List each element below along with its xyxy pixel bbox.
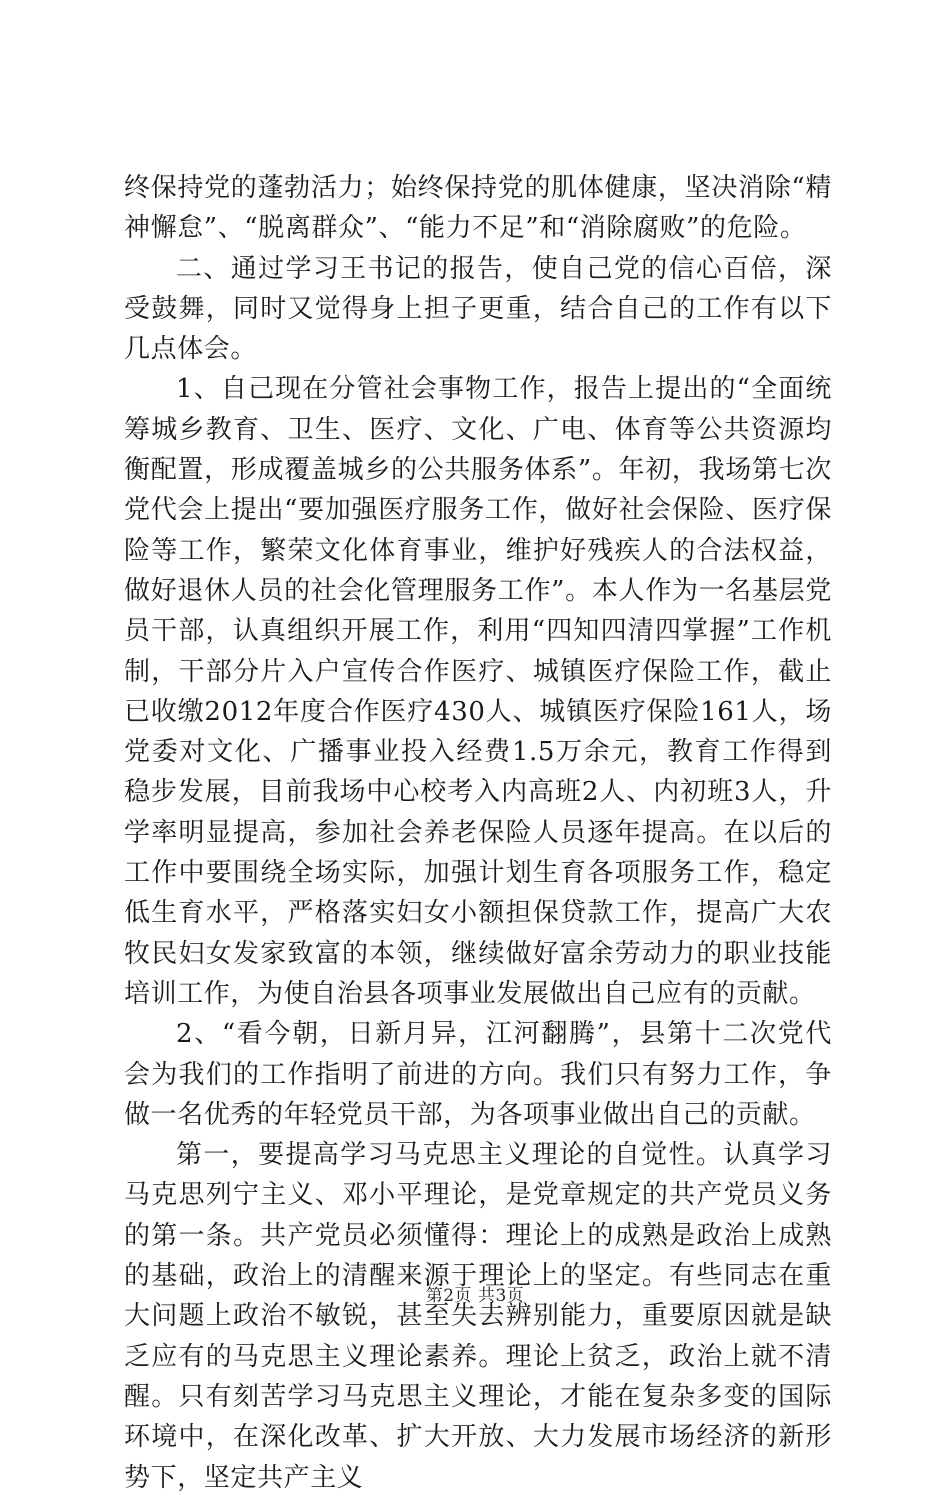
paragraph-point-one: 1、自己现在分管社会事物工作，报告上提出的“全面统筹城乡教育、卫生、医疗、文化、广电、体育等公共资源均衡配置，形成覆盖城乡的公共服务体系”。年初，我场第七次党代会上提出“要加强医疗服务工作，做好社会保险、医疗保险等工作，繁荣文化体育事业，维护好残疾人的合法权益，做好退休人员的社会化管理服务工作”。本人作为一名基层党员干部，认真组织开展工作，利用“四知四清四掌握”工作机制，干部分片入户宣传合作医疗、城镇医疗保险工作，截止已收缴2012年度合作医疗430人、城镇医疗保险161人，场党委对文化、广播事业投入经费1.5万余元，教育工作得到稳步发展，目前我场中心校考入内高班2人、内初班3人，升学率明显提高，参加社会养老保险人员逐年提高。在以后的工作中要围绕全场实际，加强计划生育各项服务工作，稳定低生育水平，严格落实妇女小额担保贷款工作，提高广大农牧民妇女发家致富的本领，继续做好富余劳动力的职业技能培训工作，为使自治县各项事业发展做出自己应有的贡献。 (124, 374, 832, 1009)
page-footer: 第2页 共3页 (425, 1286, 525, 1306)
paragraph-continuation: 终保持党的蓬勃活力；始终保持党的肌体健康，坚决消除“精神懈怠”、“脱离群众”、“能力不足”和“消除腐败”的危险。 (124, 173, 832, 244)
paragraph-point-two: 2、“看今朝，日新月异，江河翻腾”，县第十二次党代会为我们的工作指明了前进的方向。我们只有努力工作，争做一名优秀的年轻党员干部，为各项事业做出自己的贡献。 (124, 1019, 832, 1130)
paragraph-section-two: 二、通过学习王书记的报告，使自己党的信心百倍，深受鼓舞，同时又觉得身上担子更重，结合自己的工作有以下几点体会。 (124, 253, 832, 365)
paragraph-first-item: 第一，要提高学习马克思主义理论的自觉性。认真学习马克思列宁主义、邓小平理论，是党章规定的共产党员义务的第一条。共产党员必须懂得：理论上的成熟是政治上成熟的基础，政治上的清醒来源于理论上的坚定。有些同志在重大问题上政治不敏锐，甚至失去辨别能力，重要原因就是缺乏应有的马克思主义理论素养。理论上贫乏，政治上就不清醒。只有刻苦学习马克思主义理论，才能在复杂多变的国际环境中，在深化改革、扩大开放、大力发展市场经济的新形势下，坚定共产主义 (124, 1140, 832, 1493)
